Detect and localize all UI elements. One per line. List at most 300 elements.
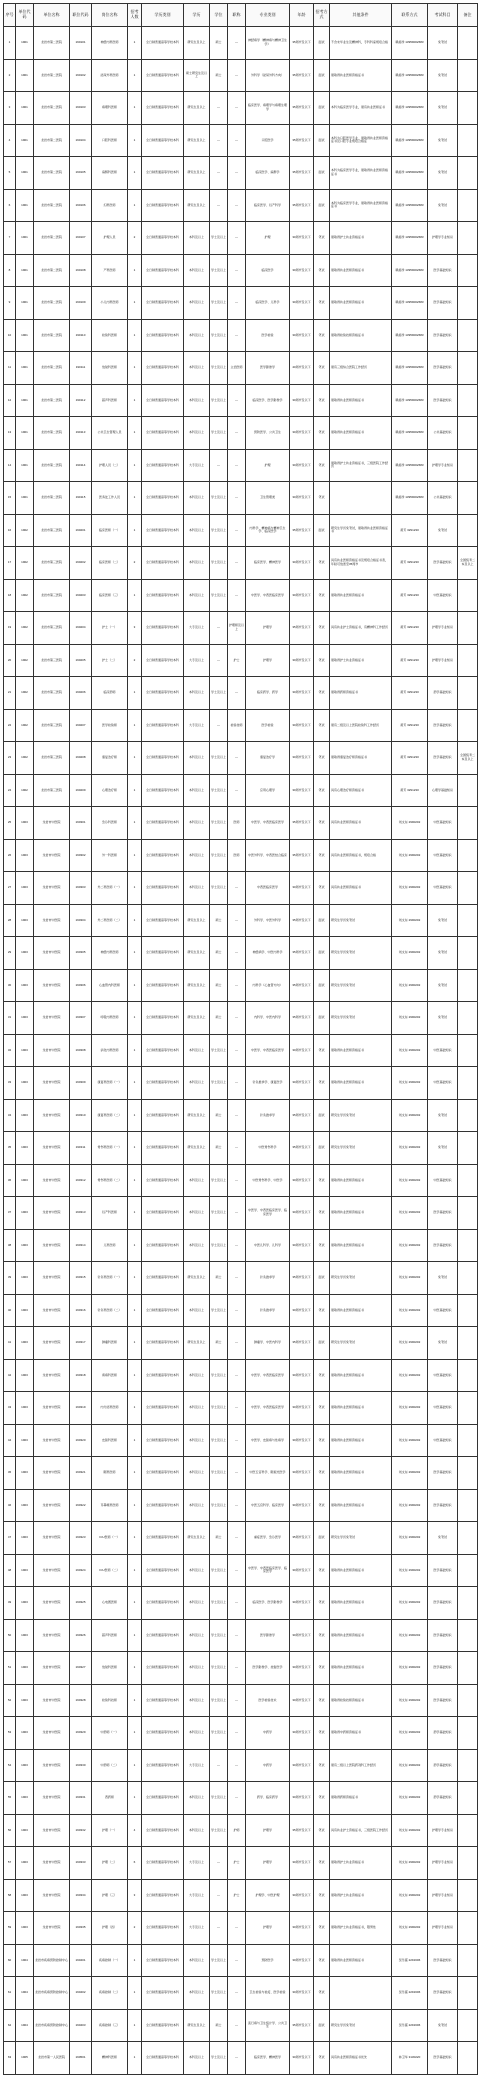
table-cell: 龙岩市中医院: [34, 1229, 70, 1262]
table-cell: —: [210, 124, 228, 157]
table-cell: 中药学: [246, 1717, 290, 1750]
table-cell: 全日制普通高等学校本科: [142, 1359, 184, 1392]
table-cell: 刘文东 2990202: [392, 1912, 428, 1945]
table-cell: [458, 1944, 478, 1977]
table-cell: 笔试: [314, 644, 330, 677]
table-cell: —: [228, 124, 246, 157]
table-cell: 全日制普通高等学校本科: [142, 1749, 184, 1782]
table-cell: 35周岁及以下: [290, 1099, 314, 1132]
table-cell: 研究生及以上: [184, 2009, 210, 2042]
table-cell: 口腔医学: [246, 124, 290, 157]
table-cell: 黄芳 3291230: [392, 514, 428, 547]
table-cell: 30周岁及以下: [290, 1847, 314, 1880]
table-cell: 190403: [70, 2009, 92, 2042]
table-cell: 本科及以上: [184, 2042, 210, 2075]
table-cell: 学士及以上: [210, 1587, 228, 1620]
table-cell: [458, 1392, 478, 1425]
table-row: [4, 904, 478, 937]
table-cell: 护理（三）: [92, 1879, 128, 1912]
table-cell: [458, 1554, 478, 1587]
table-cell: 本科及以上: [184, 872, 210, 905]
table-cell: 中医基础知识: [428, 1067, 458, 1100]
table-cell: 1: [128, 1554, 142, 1587]
table-cell: 全日制普通高等学校本科: [142, 1164, 184, 1197]
table-cell: 17: [4, 547, 16, 580]
table-cell: 11: [4, 352, 16, 385]
table-cell: 龙岩市中医院: [34, 1424, 70, 1457]
table-cell: 本科及以上: [184, 1652, 210, 1685]
table-cell: 全日制普通高等学校本科: [142, 514, 184, 547]
table-cell: 龙岩市中医院: [34, 1912, 70, 1945]
table-cell: 刘文东 2990202: [392, 1782, 428, 1815]
table-cell: 1902: [16, 612, 34, 645]
table-cell: [458, 1652, 478, 1685]
table-cell: 30周岁及以下: [290, 1977, 314, 2010]
table-cell: 临床医师（一）: [92, 514, 128, 547]
table-cell: 黄芳 3291230: [392, 709, 428, 742]
table-cell: 龙岩市中医院: [34, 872, 70, 905]
column-header: 联系方式: [392, 4, 428, 27]
table-cell: 1: [128, 1197, 142, 1230]
table-cell: 35周岁及以下: [290, 1002, 314, 1035]
table-cell: 1: [128, 1424, 142, 1457]
table-cell: 医学基础知识: [428, 1977, 458, 2010]
table-cell: 龙岩市第三医院: [34, 579, 70, 612]
table-cell: 1: [128, 937, 142, 970]
table-cell: 免笔试: [428, 189, 458, 222]
table-cell: 中医学、中西医临床医学: [246, 579, 290, 612]
table-cell: 30周岁及以下: [290, 742, 314, 775]
table-cell: 药学基础知识: [428, 1749, 458, 1782]
table-cell: 内分泌科医师: [92, 1392, 128, 1425]
table-cell: 54: [4, 1749, 16, 1782]
table-cell: 病理科医师: [92, 92, 128, 125]
table-cell: 全日制普通高等学校本科: [142, 1197, 184, 1230]
table-cell: 刘文东 2990202: [392, 1294, 428, 1327]
table-cell: 医务处工作人员: [92, 482, 128, 515]
table-cell: 全日制普通高等学校本科: [142, 1262, 184, 1295]
table-cell: 30周岁及以下: [290, 872, 314, 905]
table-cell: 1901: [16, 157, 34, 190]
table-cell: 针灸推拿学、康复医学: [246, 1067, 290, 1100]
table-row: [4, 222, 478, 255]
table-row: [4, 1652, 478, 1685]
table-cell: 研究生学历免笔试，须取得执业医师资格证书: [330, 514, 392, 547]
table-cell: 学士及以上: [210, 417, 228, 450]
table-cell: 学士及以上: [210, 1652, 228, 1685]
table-cell: 1902: [16, 677, 34, 710]
table-cell: 龙岩市中医院: [34, 1749, 70, 1782]
table-cell: 1: [128, 254, 142, 287]
table-row: [4, 1977, 478, 2010]
table-cell: 刘文东 2990202: [392, 1262, 428, 1295]
table-cell: 本科及以上: [184, 1489, 210, 1522]
table-cell: 龙岩市第二医院: [34, 157, 70, 190]
table-cell: 须取得执业医师资格证书: [330, 1067, 392, 1100]
table-cell: 刘文东 2990202: [392, 1132, 428, 1165]
table-cell: —: [228, 1197, 246, 1230]
table-cell: 1903: [16, 937, 34, 970]
table-cell: 30周岁及以下: [290, 1912, 314, 1945]
table-cell: 不含未毕业生及精神科，专科科室规培合格: [330, 27, 392, 60]
table-cell: 本科及以上: [184, 417, 210, 450]
table-cell: 全日制普通高等学校本科: [142, 352, 184, 385]
table-cell: 研究生学历免笔试: [330, 1099, 392, 1132]
table-cell: 面试: [314, 1327, 330, 1360]
table-cell: 35周岁及以下: [290, 937, 314, 970]
table-cell: 龙岩市中医院: [34, 1684, 70, 1717]
table-cell: 1904: [16, 1944, 34, 1977]
table-cell: [458, 1717, 478, 1750]
table-cell: 康复科医师（一）: [92, 1067, 128, 1100]
table-cell: 护理学专业知识: [428, 1879, 458, 1912]
table-cell: 29: [4, 937, 16, 970]
table-cell: 须取得执业医师资格证书: [330, 1034, 392, 1067]
table-cell: 免笔试: [428, 1099, 458, 1132]
table-cell: [458, 482, 478, 515]
table-cell: 1: [128, 1977, 142, 2010]
table-cell: [458, 157, 478, 190]
table-cell: 中医基础知识: [428, 872, 458, 905]
table-cell: 笔试: [314, 287, 330, 320]
table-cell: 55: [4, 1782, 16, 1815]
table-cell: 笔试: [314, 1392, 330, 1425]
table-cell: 学士及以上: [210, 319, 228, 352]
table-cell: 笔试: [314, 254, 330, 287]
table-cell: 赖美珍 13959002683: [392, 254, 428, 287]
table-cell: 30周岁及以下: [290, 1392, 314, 1425]
table-cell: 须取得执业医师资格证书: [330, 254, 392, 287]
table-cell: 赖美珍 13959002683: [392, 384, 428, 417]
table-cell: 龙岩市中医院: [34, 1132, 70, 1165]
table-cell: 临床医师（二）: [92, 547, 128, 580]
table-cell: 龙岩市第三医院: [34, 742, 70, 775]
table-cell: 中药学: [246, 1749, 290, 1782]
table-cell: 35周岁及以下: [290, 27, 314, 60]
table-body: [4, 27, 478, 2075]
table-cell: 1: [128, 2009, 142, 2042]
table-cell: —: [228, 1067, 246, 1100]
table-row: [4, 1262, 478, 1295]
table-cell: 针灸科医师（二）: [92, 1294, 128, 1327]
table-cell: 190113: [70, 417, 92, 450]
table-cell: 中医五官科学、临床医学: [246, 1489, 290, 1522]
table-cell: 刘文东 2990202: [392, 1619, 428, 1652]
table-cell: 30周岁及以下: [290, 319, 314, 352]
table-cell: 笔试: [314, 742, 330, 775]
table-cell: 学士及以上: [210, 742, 228, 775]
table-cell: 1: [128, 417, 142, 450]
table-cell: 护理学、中医护理: [246, 1879, 290, 1912]
table-cell: 笔试: [314, 547, 330, 580]
table-cell: 龙岩市第三医院: [34, 677, 70, 710]
table-cell: 超声科医师: [92, 1619, 128, 1652]
table-cell: 1903: [16, 1684, 34, 1717]
table-cell: 2: [4, 59, 16, 92]
table-cell: 具有心理治疗师资格证书: [330, 774, 392, 807]
table-cell: 全日制普通高等学校本科: [142, 1067, 184, 1100]
table-cell: 本科及以上: [184, 254, 210, 287]
table-cell: 30周岁及以下: [290, 1652, 314, 1685]
table-cell: 30周岁及以下: [290, 1067, 314, 1100]
table-cell: 1: [128, 2042, 142, 2075]
table-cell: 外科学（泌尿外科方向）: [246, 59, 290, 92]
table-cell: 1901: [16, 384, 34, 417]
table-cell: 学士及以上: [210, 2042, 228, 2075]
column-header: 其他条件: [330, 4, 392, 27]
table-cell: 35周岁及以下: [290, 189, 314, 222]
table-cell: 面试: [314, 1132, 330, 1165]
table-cell: 刘文东 2990202: [392, 904, 428, 937]
table-row: [4, 1392, 478, 1425]
table-cell: 预防医学、公共卫生: [246, 417, 290, 450]
table-cell: [458, 1847, 478, 1880]
table-cell: 须取得护士执业资格证书: [330, 1879, 392, 1912]
table-cell: 学士及以上: [210, 254, 228, 287]
table-cell: 1: [128, 1587, 142, 1620]
table-cell: 全日制普通高等学校本科: [142, 1424, 184, 1457]
table-cell: 1905: [16, 2042, 34, 2075]
table-row: [4, 644, 478, 677]
table-cell: 龙岩市中医院: [34, 1327, 70, 1360]
table-cell: 1903: [16, 1132, 34, 1165]
table-cell: 190205: [70, 644, 92, 677]
table-cell: 须取得执业医师资格证书: [330, 1294, 392, 1327]
table-cell: 龙岩市第二医院: [34, 92, 70, 125]
table-cell: 学士及以上: [210, 1554, 228, 1587]
header-row: [4, 4, 478, 27]
table-cell: 龙岩市中医院: [34, 1262, 70, 1295]
table-cell: 具有执业医师资格证书及规培合格证书者，年龄可放宽至35周岁: [330, 547, 392, 580]
table-cell: 本科及以上: [184, 1164, 210, 1197]
table-cell: 笔试: [314, 1749, 330, 1782]
table-cell: 中医学、中西医临床医学: [246, 1392, 290, 1425]
table-cell: —: [228, 579, 246, 612]
table-cell: 全日制普通高等学校本科: [142, 1392, 184, 1425]
table-cell: 1903: [16, 1554, 34, 1587]
table-cell: —: [228, 222, 246, 255]
table-cell: 护理（一）: [92, 1814, 128, 1847]
table-cell: 免笔试: [428, 514, 458, 547]
table-cell: 刘文东 2990202: [392, 807, 428, 840]
table-cell: 肿瘤科医师: [92, 1327, 128, 1360]
table-row: [4, 1327, 478, 1360]
table-cell: —: [228, 1944, 246, 1977]
table-cell: 医学基础知识: [428, 319, 458, 352]
table-cell: —: [210, 157, 228, 190]
table-cell: 刘文东 2990202: [392, 1684, 428, 1717]
table-cell: 检验科医师: [92, 319, 128, 352]
table-cell: 学士及以上: [210, 839, 228, 872]
table-row: [4, 1749, 478, 1782]
table-cell: 35周岁及以下: [290, 2009, 314, 2042]
table-cell: 30周岁及以下: [290, 774, 314, 807]
table-cell: 本科及以上: [184, 1359, 210, 1392]
table-cell: 本科及以上: [184, 1717, 210, 1750]
table-cell: 骨伤科医师（一）: [92, 1132, 128, 1165]
table-row: [4, 27, 478, 60]
table-cell: 本科及以上: [184, 1229, 210, 1262]
table-cell: 中医基础知识: [428, 1392, 458, 1425]
table-cell: 24: [4, 774, 16, 807]
table-row: [4, 2009, 478, 2042]
table-cell: 龙岩市中医院: [34, 1782, 70, 1815]
table-row: [4, 1587, 478, 1620]
table-cell: 临床医学、医学影像学: [246, 384, 290, 417]
table-cell: [458, 417, 478, 450]
table-cell: 1: [128, 157, 142, 190]
table-cell: 1901: [16, 124, 34, 157]
table-cell: [458, 449, 478, 482]
table-cell: 须取得护士执业资格证书: [330, 222, 392, 255]
table-cell: 190326: [70, 1619, 92, 1652]
table-cell: 针灸推拿学: [246, 1262, 290, 1295]
table-cell: 7: [4, 222, 16, 255]
column-header: 职位代码: [70, 4, 92, 27]
table-cell: 190331: [70, 1782, 92, 1815]
table-cell: [458, 92, 478, 125]
table-cell: 流行病与卫生统计学、公共卫生: [246, 2009, 290, 2042]
table-cell: 笔试: [314, 1424, 330, 1457]
table-cell: 龙岩市中医院: [34, 1294, 70, 1327]
table-cell: 1: [128, 384, 142, 417]
table-cell: 龙岩市中医院: [34, 1489, 70, 1522]
table-cell: 190310: [70, 1099, 92, 1132]
table-row: [4, 384, 478, 417]
table-cell: 预防医学: [246, 1944, 290, 1977]
table-cell: 26: [4, 839, 16, 872]
table-cell: 赖美珍 13959002683: [392, 27, 428, 60]
table-cell: 50: [4, 1619, 16, 1652]
table-cell: 6: [4, 189, 16, 222]
table-cell: 21: [4, 677, 16, 710]
table-cell: 1903: [16, 1587, 34, 1620]
table-cell: 1903: [16, 1067, 34, 1100]
table-cell: 医师: [228, 807, 246, 840]
table-cell: 赖美珍 13959002683: [392, 319, 428, 352]
table-cell: 1: [128, 1457, 142, 1490]
table-cell: 须取得执业医师资格证书: [330, 1424, 392, 1457]
table-cell: 龙岩市第二医院: [34, 59, 70, 92]
table-cell: 全日制普通高等学校本科: [142, 1977, 184, 2010]
table-cell: 须取得执业医师资格证书: [330, 579, 392, 612]
table-cell: 35周岁及以下: [290, 904, 314, 937]
table-cell: 面试: [314, 969, 330, 1002]
table-cell: 全日制普通高等学校本科: [142, 1099, 184, 1132]
table-row: [4, 514, 478, 547]
table-cell: 刘文东 2990202: [392, 1359, 428, 1392]
table-cell: 外一科医师: [92, 839, 128, 872]
table-cell: 学士及以上: [210, 1164, 228, 1197]
table-cell: 1903: [16, 1262, 34, 1295]
table-cell: 190324: [70, 1554, 92, 1587]
table-cell: 疾病控制（一）: [92, 1944, 128, 1977]
table-row: [4, 92, 478, 125]
table-cell: 1901: [16, 352, 34, 385]
table-cell: 笔试: [314, 1197, 330, 1230]
table-cell: 护士（一）: [92, 612, 128, 645]
table-cell: —: [228, 1034, 246, 1067]
table-cell: 中医基础知识: [428, 1424, 458, 1457]
table-cell: 1: [128, 482, 142, 515]
table-cell: —: [228, 1749, 246, 1782]
table-cell: [458, 807, 478, 840]
table-cell: 护理: [246, 449, 290, 482]
table-cell: 医学检验师: [92, 709, 128, 742]
table-cell: 本科及以上: [184, 677, 210, 710]
table-cell: 41: [4, 1327, 16, 1360]
table-cell: —: [228, 937, 246, 970]
table-cell: 临床医学、医学影像学: [246, 1587, 290, 1620]
table-cell: 龙岩市中医院: [34, 1392, 70, 1425]
table-cell: 学士及以上: [210, 1197, 228, 1230]
table-cell: 190308: [70, 1034, 92, 1067]
table-cell: 全日制普通高等学校本科: [142, 644, 184, 677]
table-cell: 神经病学、中医内科学: [246, 937, 290, 970]
table-cell: 35周岁及以下: [290, 157, 314, 190]
table-cell: 学士及以上: [210, 1717, 228, 1750]
table-cell: 1901: [16, 449, 34, 482]
table-cell: 1: [128, 189, 142, 222]
table-cell: 刘文东 2990202: [392, 1457, 428, 1490]
table-cell: 14: [4, 449, 16, 482]
table-cell: 药学基础知识: [428, 1782, 458, 1815]
table-cell: 35周岁及以下: [290, 1327, 314, 1360]
table-cell: [458, 1522, 478, 1555]
table-cell: 赖美珍 13959002683: [392, 124, 428, 157]
table-cell: 1903: [16, 1522, 34, 1555]
table-cell: 笔试: [314, 2042, 330, 2075]
table-cell: 龙岩市中医院: [34, 969, 70, 1002]
table-cell: 免笔试: [428, 969, 458, 1002]
table-cell: 190103: [70, 92, 92, 125]
table-cell: 笔试: [314, 612, 330, 645]
table-row: [4, 1489, 478, 1522]
table-cell: 19: [4, 612, 16, 645]
table-cell: 面试: [314, 937, 330, 970]
table-cell: 赖美珍 13959002683: [392, 287, 428, 320]
table-cell: 肿瘤学、中医内科学: [246, 1327, 290, 1360]
table-cell: 黄芳 3291230: [392, 579, 428, 612]
table-row: [4, 1164, 478, 1197]
table-cell: —: [228, 1652, 246, 1685]
table-cell: —: [228, 1002, 246, 1035]
table-cell: 具有执业医师资格证书，规培合格: [330, 839, 392, 872]
table-cell: 13: [4, 417, 16, 450]
table-cell: 190111: [70, 352, 92, 385]
table-row: [4, 1132, 478, 1165]
table-cell: 皮肤科医师: [92, 1424, 128, 1457]
recruitment-table: [3, 3, 478, 2075]
table-cell: 中医基础知识: [428, 1294, 458, 1327]
table-cell: 学士及以上: [210, 1067, 228, 1100]
table-cell: 1: [128, 1229, 142, 1262]
table-cell: 1903: [16, 1652, 34, 1685]
table-cell: 龙岩市第一人民医院: [34, 2042, 70, 2075]
table-cell: 全日制普通高等学校本科: [142, 189, 184, 222]
table-cell: 全日制普通高等学校本科: [142, 1489, 184, 1522]
table-cell: 医学基础知识: [428, 2042, 458, 2075]
table-cell: 须有二级及以上医院检验科工作经历: [330, 709, 392, 742]
table-cell: 临床医学、病理学与病理生理学: [246, 92, 290, 125]
table-cell: [458, 514, 478, 547]
table-cell: 学士及以上: [210, 1782, 228, 1815]
table-cell: 57: [4, 1847, 16, 1880]
table-cell: 2: [128, 547, 142, 580]
table-cell: 1901: [16, 417, 34, 450]
table-cell: 学士及以上: [210, 774, 228, 807]
table-cell: 35周岁及以下: [290, 839, 314, 872]
